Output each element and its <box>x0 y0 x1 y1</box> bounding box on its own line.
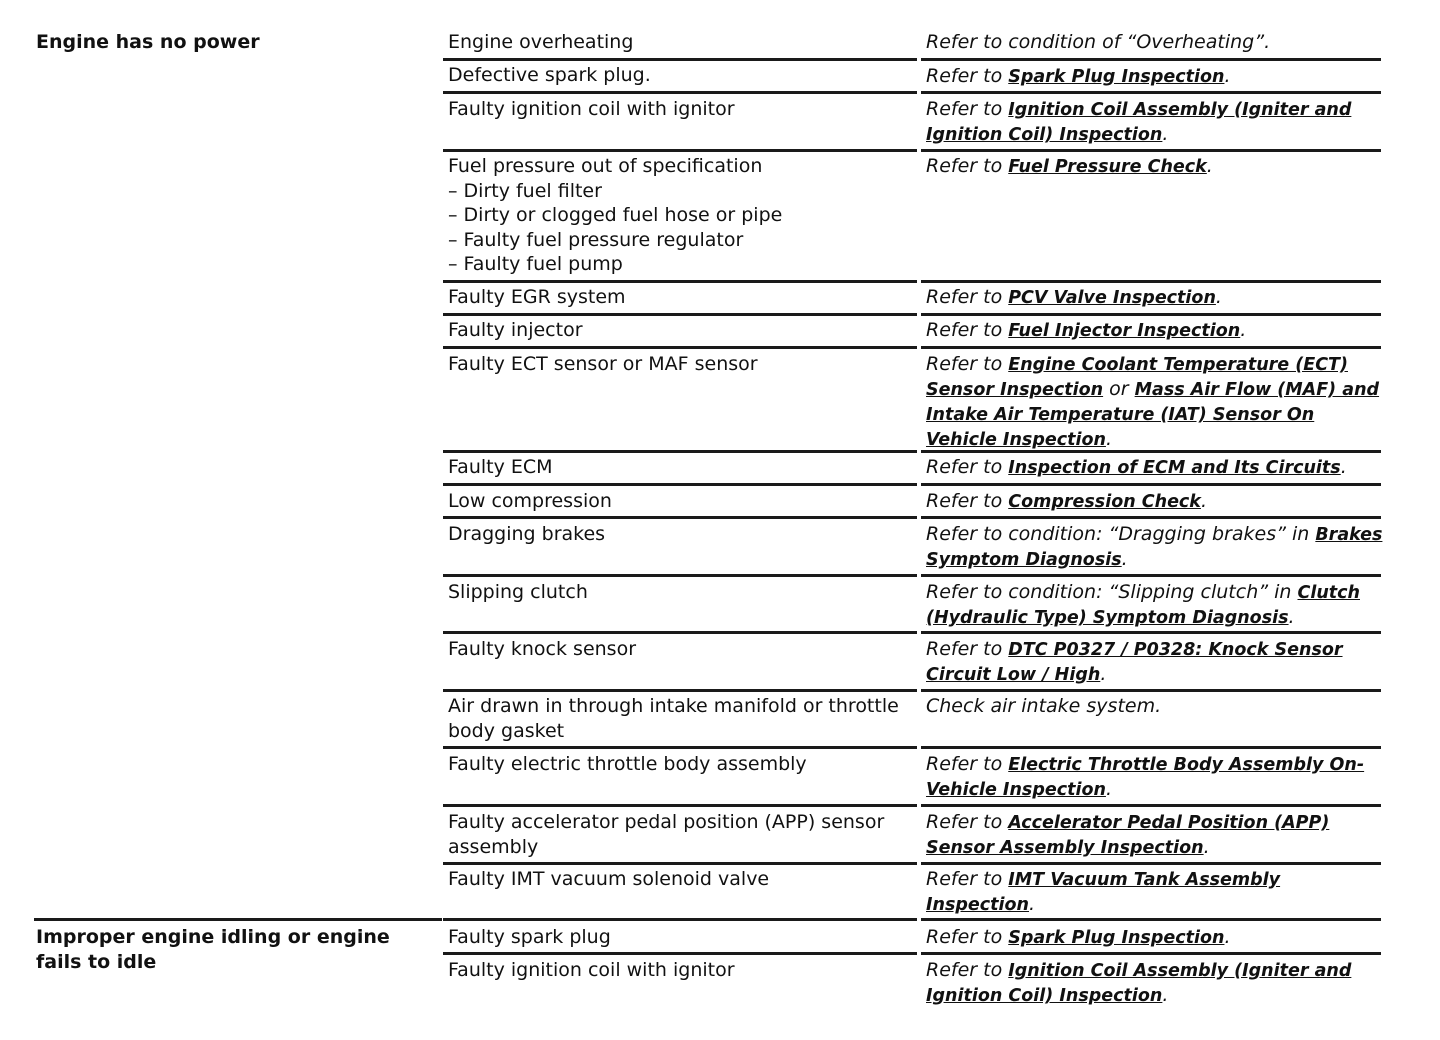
row-divider <box>921 450 1381 453</box>
action-text: Refer to condition: “Slipping clutch” in <box>926 581 1298 603</box>
action-cell <box>926 30 1384 54</box>
row-divider <box>443 346 917 349</box>
row-divider <box>921 91 1381 94</box>
row-divider <box>443 91 917 94</box>
action-text: Check air intake system. <box>926 695 1162 717</box>
action-text: Refer to <box>926 926 1009 948</box>
row-divider <box>443 280 917 283</box>
action-cell <box>926 154 1384 179</box>
row-divider <box>921 918 1381 921</box>
action-text: Refer to <box>926 490 1009 512</box>
action-text: Refer to condition: “Dragging brakes” in <box>926 523 1316 545</box>
action-text: Refer to <box>926 638 1009 660</box>
reference-link[interactable]: Clutch (Hydraulic Type) Symptom Diagnosis <box>926 583 1360 628</box>
action-text: Refer to <box>926 65 1009 87</box>
row-divider <box>443 58 917 61</box>
reference-link[interactable]: Spark Plug Inspection <box>1008 67 1225 87</box>
action-text: Refer to <box>926 286 1009 308</box>
cause-cell: Faulty IMT vacuum solenoid valve <box>448 868 770 890</box>
cause-cell: Defective spark plug. <box>448 64 651 86</box>
reference-link[interactable]: Engine Coolant Temperature (ECT) Sensor Inspection <box>926 355 1348 400</box>
row-divider <box>921 862 1381 865</box>
row-divider <box>443 483 917 486</box>
reference-link[interactable]: Brakes Symptom Diagnosis <box>926 525 1383 570</box>
action-cell <box>926 810 1384 860</box>
cause-cell: Faulty ignition coil with ignitor <box>448 98 735 120</box>
action-text: Refer to condition of “Overheating”. <box>926 31 1271 53</box>
cause-cell: Low compression <box>448 490 612 512</box>
action-text: . <box>1162 984 1169 1006</box>
reference-link[interactable]: Fuel Pressure Check <box>1008 157 1207 177</box>
row-divider <box>443 862 917 865</box>
row-divider <box>921 631 1381 634</box>
row-divider <box>443 149 917 152</box>
action-text: Refer to <box>926 753 1009 775</box>
row-divider <box>921 746 1381 749</box>
action-text: . <box>1121 548 1128 570</box>
cause-cell: Faulty electric throttle body assembly <box>448 753 807 775</box>
cause-cell: Engine overheating <box>448 31 634 53</box>
row-divider <box>921 346 1381 349</box>
row-divider <box>443 450 917 453</box>
action-text: or <box>1103 378 1135 400</box>
action-text: . <box>1240 319 1247 341</box>
cause-cell: Faulty injector <box>448 319 583 341</box>
action-text: . <box>1215 286 1222 308</box>
row-divider <box>443 516 917 519</box>
row-divider <box>443 804 917 807</box>
reference-link[interactable]: Accelerator Pedal Position (APP) Sensor Assembly Inspection <box>926 813 1330 858</box>
condition-engine-has-no-power: Engine has no power <box>36 31 260 53</box>
reference-link[interactable]: DTC P0327 / P0328: Knock Sensor Circuit Low / High <box>926 640 1343 685</box>
action-cell <box>926 64 1384 89</box>
action-text: Refer to <box>926 319 1009 341</box>
action-text: . <box>1340 456 1347 478</box>
cause-cell: Faulty ignition coil with ignitor <box>448 959 735 981</box>
row-divider <box>443 746 917 749</box>
action-cell <box>926 637 1384 687</box>
action-text: . <box>1206 155 1213 177</box>
reference-link[interactable]: IMT Vacuum Tank Assembly Inspection <box>926 870 1281 915</box>
action-cell <box>926 455 1384 480</box>
action-text: . <box>1224 65 1231 87</box>
row-divider <box>443 918 917 921</box>
action-cell <box>926 318 1384 343</box>
row-divider <box>921 689 1381 692</box>
cause-cell: Faulty ECM <box>448 456 553 478</box>
action-text: . <box>1203 836 1210 858</box>
action-cell <box>926 867 1384 917</box>
row-divider <box>443 689 917 692</box>
action-cell <box>926 285 1384 310</box>
cause-cell: Faulty ECT sensor or MAF sensor <box>448 353 758 375</box>
action-text: Refer to <box>926 353 1009 375</box>
cause-cell: Faulty EGR system <box>448 286 626 308</box>
action-text: . <box>1105 428 1112 450</box>
action-text: Refer to <box>926 456 1009 478</box>
action-text: . <box>1288 606 1295 628</box>
cause-cell: Faulty knock sensor <box>448 638 637 660</box>
reference-link[interactable]: Spark Plug Inspection <box>1008 928 1225 948</box>
action-cell <box>926 752 1384 802</box>
action-text: . <box>1200 490 1207 512</box>
condition-improper-idling: Improper engine idling or engine fails to idle <box>36 926 390 973</box>
action-text: Refer to <box>926 155 1009 177</box>
row-divider <box>921 58 1381 61</box>
row-divider <box>443 952 917 955</box>
cause-cell: Faulty spark plug <box>448 926 611 948</box>
cause-cell: Slipping clutch <box>448 581 588 603</box>
action-text: . <box>1162 123 1169 145</box>
action-cell <box>926 97 1384 147</box>
reference-link[interactable]: Inspection of ECM and Its Circuits <box>1008 458 1341 478</box>
action-text: . <box>1224 926 1231 948</box>
group-divider <box>34 918 442 921</box>
action-text: Refer to <box>926 811 1009 833</box>
action-cell <box>926 522 1384 572</box>
cause-cell: Fuel pressure out of specification – Dirty fuel filter – Dirty or clogged fuel hose or pipe – Faulty fuel pressure regulator – Faulty fuel pump <box>448 155 783 275</box>
row-divider <box>921 149 1381 152</box>
row-divider <box>921 804 1381 807</box>
action-cell <box>926 925 1384 950</box>
reference-link[interactable]: Electric Throttle Body Assembly On-Vehicle Inspection <box>926 755 1365 800</box>
action-cell <box>926 352 1384 452</box>
row-divider <box>921 952 1381 955</box>
reference-link[interactable]: Ignition Coil Assembly (Igniter and Ignition Coil) Inspection <box>926 961 1352 1006</box>
action-text: . <box>1105 778 1112 800</box>
action-text: Refer to <box>926 868 1009 890</box>
cause-cell: Faulty accelerator pedal position (APP) sensor assembly <box>448 811 885 858</box>
reference-link[interactable]: Mass Air Flow (MAF) and Intake Air Temperature (IAT) Sensor On Vehicle Inspection <box>926 380 1380 450</box>
action-text: . <box>1100 663 1107 685</box>
row-divider <box>921 574 1381 577</box>
row-divider <box>921 516 1381 519</box>
cause-cell: Air drawn in through intake manifold or throttle body gasket <box>448 695 899 742</box>
reference-link[interactable]: Ignition Coil Assembly (Igniter and Ignition Coil) Inspection <box>926 100 1352 145</box>
row-divider <box>921 313 1381 316</box>
row-divider <box>443 574 917 577</box>
action-cell <box>926 694 1384 718</box>
reference-link[interactable]: PCV Valve Inspection <box>1008 288 1216 308</box>
reference-link[interactable]: Compression Check <box>1008 492 1201 512</box>
action-cell <box>926 489 1384 514</box>
row-divider <box>921 483 1381 486</box>
row-divider <box>921 280 1381 283</box>
action-cell <box>926 580 1384 630</box>
action-text: . <box>1029 893 1036 915</box>
reference-link[interactable]: Fuel Injector Inspection <box>1008 321 1241 341</box>
cause-cell: Dragging brakes <box>448 523 606 545</box>
action-cell <box>926 958 1384 1008</box>
action-text: Refer to <box>926 959 1009 981</box>
row-divider <box>443 313 917 316</box>
action-text: Refer to <box>926 98 1009 120</box>
row-divider <box>443 631 917 634</box>
